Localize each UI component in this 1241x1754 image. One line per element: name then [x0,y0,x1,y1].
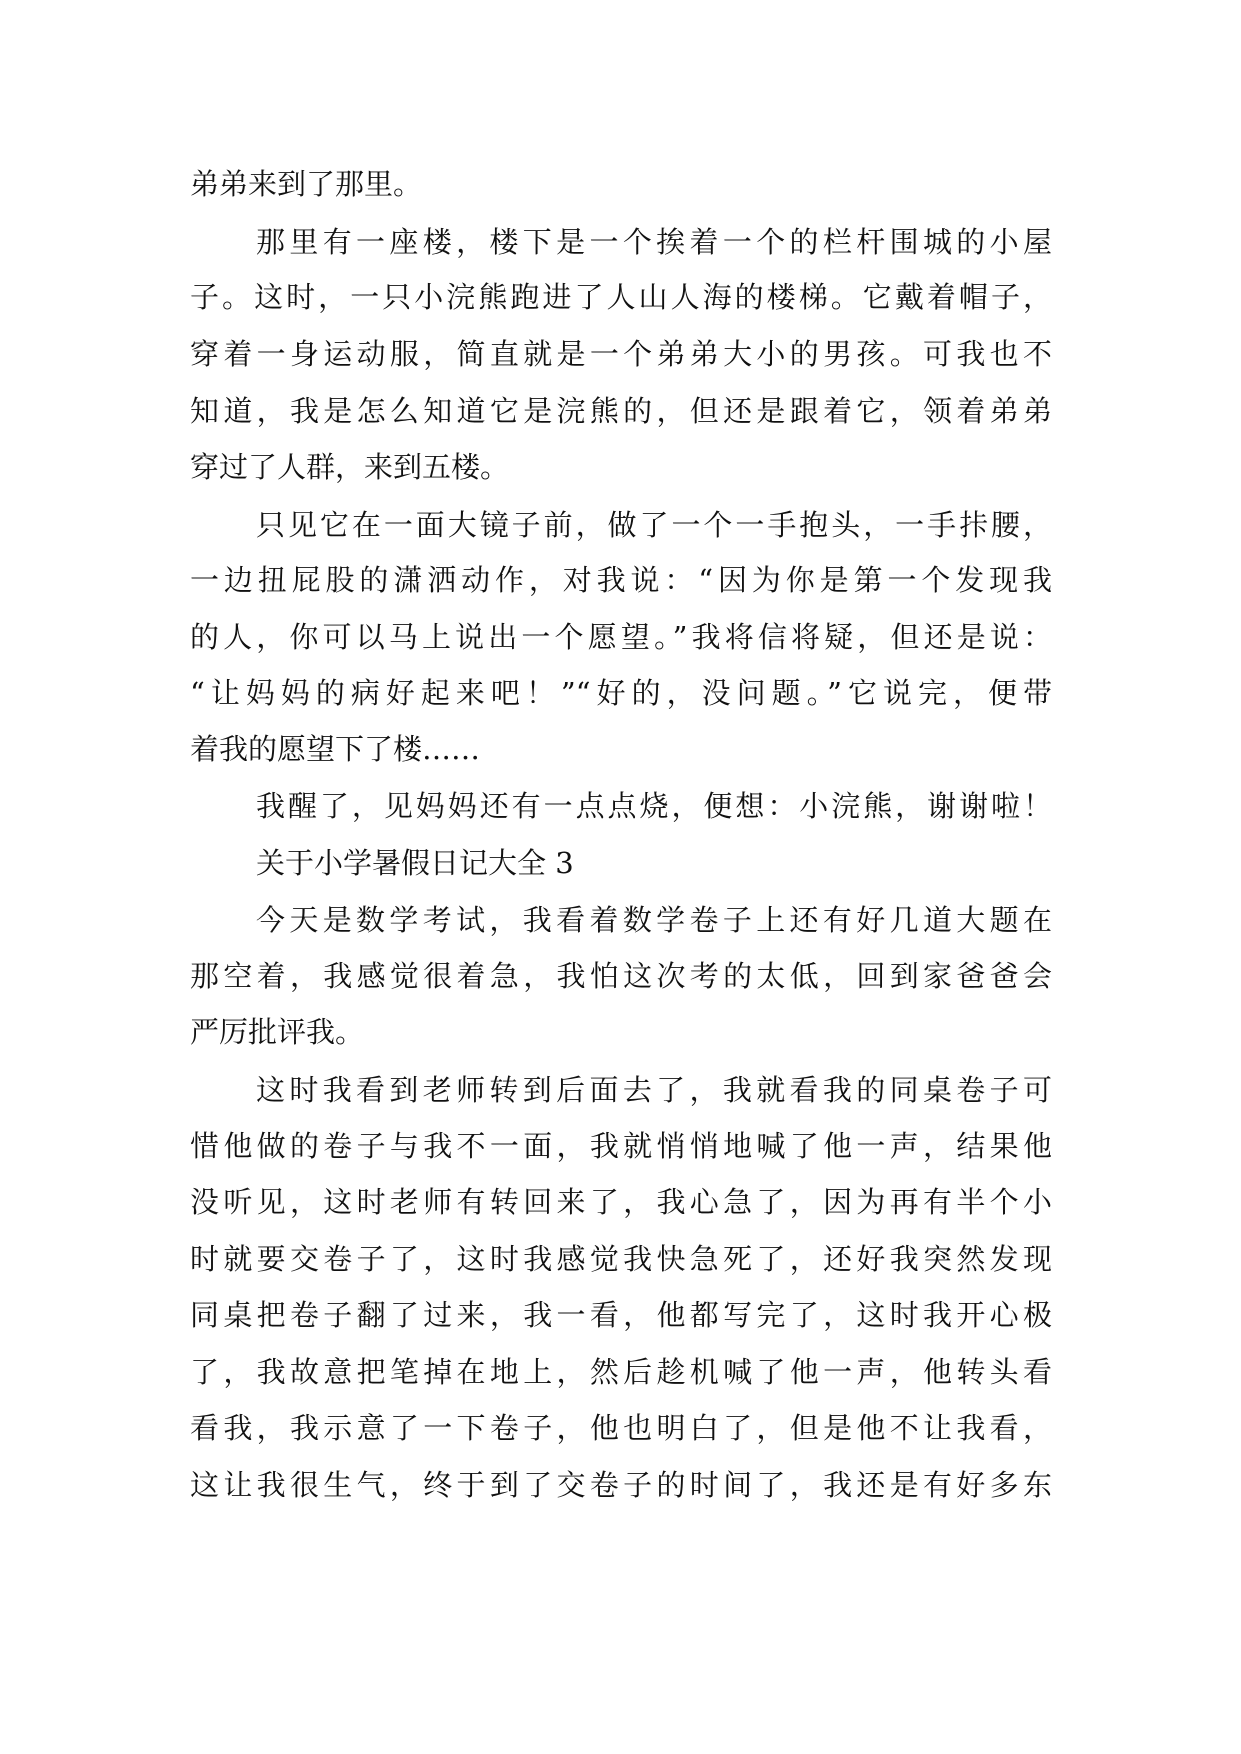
text-line: 没听见，这时老师有转回来了，我心急了，因为再有半个小 [190,1185,1052,1219]
text-line: 了，我故意把笔掉在地上，然后趁机喊了他一声，他转头看 [190,1355,1052,1389]
text-line: “让妈妈的病好起来吧！”“好的，没问题。”它说完，便带 [190,676,1052,710]
text-line: 的人，你可以马上说出一个愿望。”我将信将疑，但还是说： [190,620,1052,654]
text-line: 惜他做的卷子与我不一面，我就悄悄地喊了他一声，结果他 [190,1129,1052,1163]
text-line: 我醒了，见妈妈还有一点点烧，便想：小浣熊，谢谢啦！ [256,789,1052,823]
text-line: 弟弟来到了那里。 [190,167,423,201]
text-line: 这让我很生气，终于到了交卷子的时间了，我还是有好多东 [190,1468,1052,1502]
text-line: 知道，我是怎么知道它是浣熊的，但还是跟着它，领着弟弟 [190,394,1052,428]
section-heading: 关于小学暑假日记大全 3 [256,846,574,880]
text-line: 只见它在一面大镜子前，做了一个一手抱头，一手拤腰， [256,508,1052,542]
text-line: 那里有一座楼，楼下是一个挨着一个的栏杆围城的小屋 [256,225,1052,259]
text-line: 同桌把卷子翻了过来，我一看，他都写完了，这时我开心极 [190,1298,1052,1332]
text-line: 子。这时，一只小浣熊跑进了人山人海的楼梯。它戴着帽子， [190,280,1052,314]
text-line: 这时我看到老师转到后面去了，我就看我的同桌卷子可 [256,1073,1052,1107]
text-line: 穿过了人群，来到五楼。 [190,450,510,484]
text-line: 着我的愿望下了楼…… [190,732,481,766]
text-line: 时就要交卷子了，这时我感觉我快急死了，还好我突然发现 [190,1242,1052,1276]
text-line: 那空着，我感觉很着急，我怕这次考的太低，回到家爸爸会 [190,959,1052,993]
text-line: 穿着一身运动服，简直就是一个弟弟大小的男孩。可我也不 [190,337,1052,371]
text-line: 严厉批评我。 [190,1015,365,1049]
text-line: 今天是数学考试，我看着数学卷子上还有好几道大题在 [256,903,1052,937]
text-line: 一边扭屁股的潇洒动作，对我说：“因为你是第一个发现我 [190,563,1052,597]
text-line: 看我，我示意了一下卷子，他也明白了，但是他不让我看， [190,1411,1052,1445]
